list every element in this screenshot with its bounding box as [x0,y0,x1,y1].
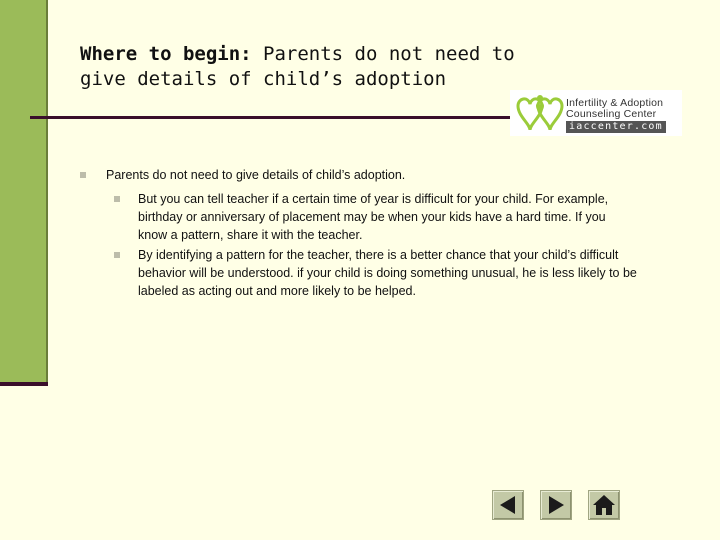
next-arrow-icon [541,491,571,519]
bullet-marker [80,172,86,178]
slide-title-lead: Where to begin: [80,43,252,65]
title-divider [30,116,512,119]
previous-slide-button[interactable] [492,490,524,520]
slide-title [80,42,520,92]
logo [510,90,682,136]
logo-line-2: Counseling Center [566,108,657,120]
sub-bullet-marker [114,196,120,202]
logo-url: iaccenter.com [566,121,666,133]
home-button[interactable] [588,490,620,520]
next-slide-button[interactable] [540,490,572,520]
logo-line-1: Infertility & Adoption [566,97,664,109]
sub-bullet-marker [114,252,120,258]
logo-hearts-icon [512,92,568,134]
left-accent-bar-base [0,382,48,386]
logo-wordmark [566,98,663,120]
sub-bullet-text-1: But you can tell teacher if a certain time of year is difficult for your child. For example, birthday or anniversary of placement may be when your kids have a hard time. If you know a pattern, share it with the teacher. [138,192,609,242]
previous-arrow-icon [493,491,523,519]
slide-title-text: Parents do not need to give details of child’s adoption [80,43,515,90]
main-bullet-text: Parents do not need to give details of child’s adoption. [106,168,406,182]
sub-bullet-text-2: By identifying a pattern for the teacher, there is a better chance that your child’s difficult behavior will be understood. if your child is doing something unusual, he is less likely to be labeled as acting out and more likely to be helped. [138,248,637,298]
home-icon [589,491,619,519]
left-accent-bar [0,0,48,382]
